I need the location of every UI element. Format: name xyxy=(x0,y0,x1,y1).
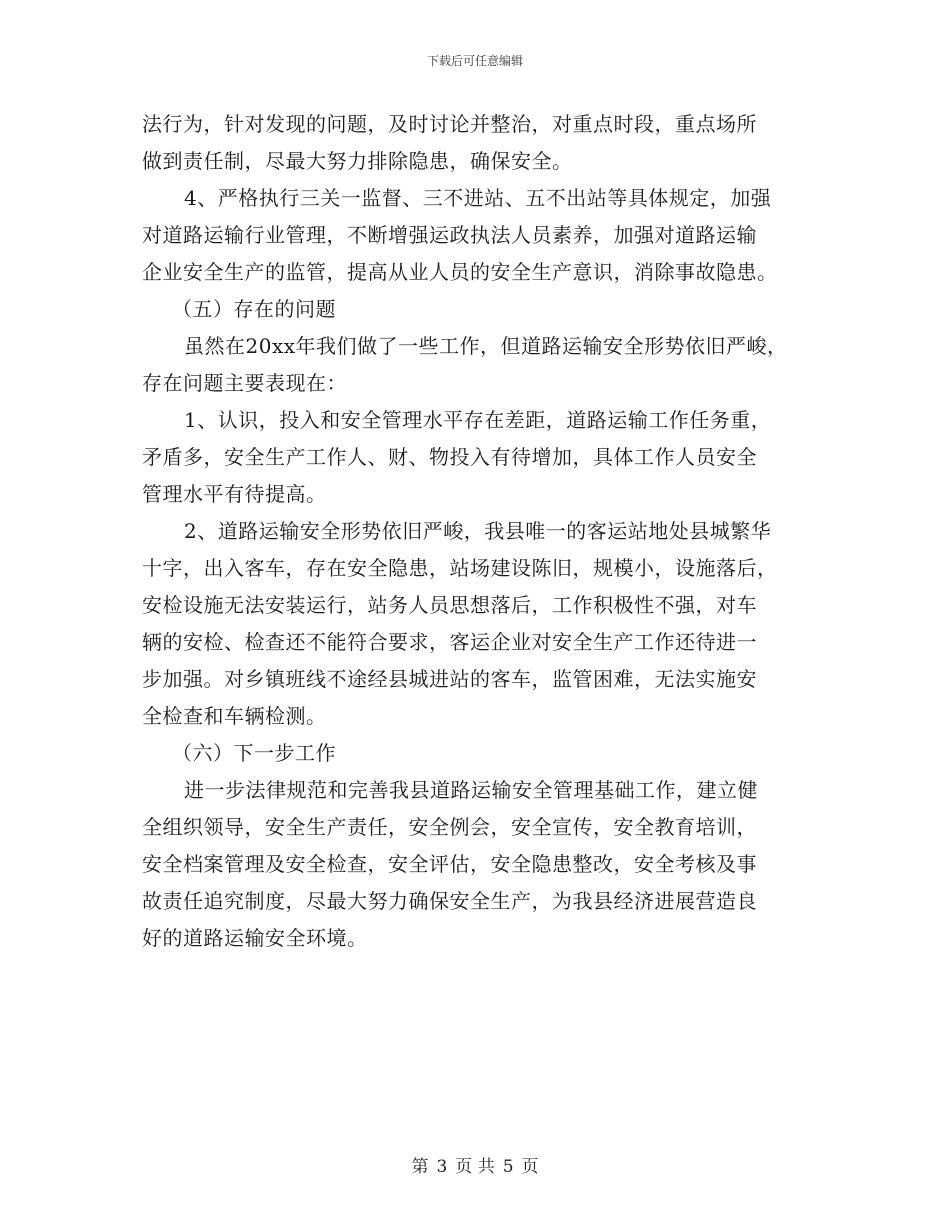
section-heading: （六）下一步工作 xyxy=(172,741,336,765)
text-line: 存在问题主要表现在： xyxy=(142,371,347,395)
text-line: 矛盾多，安全生产工作人、财、物投入有待增加，具体工作人员安全 xyxy=(142,445,757,469)
text-line: 十字，出入客车，存在安全隐患，站场建设陈旧，规模小，设施落后， xyxy=(142,556,778,580)
footer-total-pages: 5 xyxy=(502,1157,514,1177)
text-line: 辆的安检、检查还不能符合要求，客运企业对安全生产工作还待进一 xyxy=(142,630,757,654)
document-body xyxy=(142,106,822,957)
footer-middle: 页 共 xyxy=(455,1157,495,1177)
text-line: 1、认识，投入和安全管理水平存在差距，道路运输工作任务重， xyxy=(184,408,772,432)
text-line: 企业安全生产的监管，提高从业人员的安全生产意识，消除事故隐患。 xyxy=(142,260,778,284)
text-line: 全组织领导，安全生产责任，安全例会，安全宣传，安全教育培训， xyxy=(142,815,757,839)
page-header: 下载后可任意编辑 xyxy=(426,54,523,68)
text-line: 全检查和车辆检测。 xyxy=(142,704,327,728)
text-line: 对道路运输行业管理，不断增强运政执法人员素养，加强对道路运输 xyxy=(142,223,757,247)
footer-page-number: 3 xyxy=(436,1157,448,1177)
section-heading: （五）存在的问题 xyxy=(172,297,336,321)
text-line: 2、道路运输安全形势依旧严峻，我县唯一的客运站地处县城繁华 xyxy=(184,519,772,543)
text-line: 好的道路运输安全环境。 xyxy=(142,926,368,950)
footer-suffix: 页 xyxy=(521,1157,539,1177)
text-line: 安检设施无法安装运行，站务人员思想落后，工作积极性不强，对车 xyxy=(142,593,757,617)
page-footer xyxy=(0,1152,950,1177)
text-line: 安全档案管理及安全检查，安全评估，安全隐患整改，安全考核及事 xyxy=(142,852,757,876)
text-line: 法行为，针对发现的问题，及时讨论并整治，对重点时段，重点场所 xyxy=(142,112,757,136)
text-line: 做到责任制，尽最大努力排除隐患，确保安全。 xyxy=(142,149,573,173)
footer-prefix: 第 xyxy=(411,1157,429,1177)
text-line: 4、严格执行三关一监督、三不进站、五不出站等具体规定，加强 xyxy=(184,186,772,210)
text-line: 进一步法律规范和完善我县道路运输安全管理基础工作，建立健 xyxy=(184,778,758,802)
text-line: 管理水平有待提高。 xyxy=(142,482,327,506)
text-line: 虽然在20xx年我们做了一些工作，但道路运输安全形势依旧严峻， xyxy=(184,334,788,358)
text-line: 步加强。对乡镇班线不途经县城进站的客车，监管困难，无法实施安 xyxy=(142,667,757,691)
text-line: 故责任追究制度，尽最大努力确保安全生产，为我县经济进展营造良 xyxy=(142,889,757,913)
